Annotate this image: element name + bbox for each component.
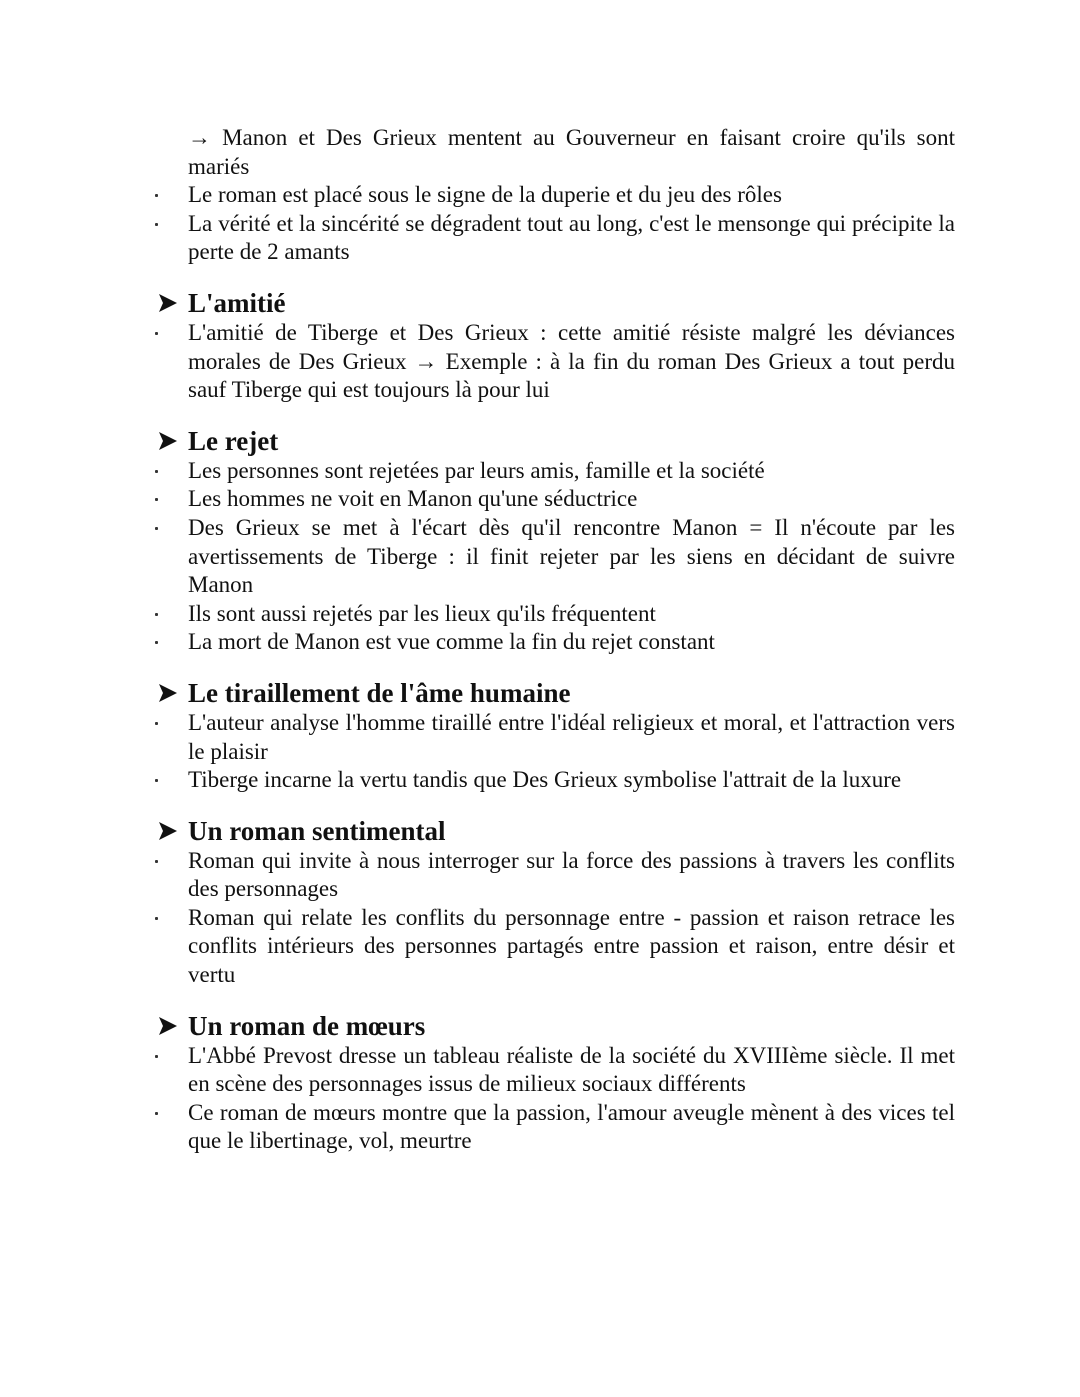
arrow-bullet-icon (152, 292, 188, 314)
section-bullet-list (152, 847, 955, 990)
list-item (152, 1042, 955, 1099)
section-heading-text: Le rejet (188, 425, 279, 456)
section-amitie (152, 287, 955, 405)
section-heading-text: Un roman sentimental (188, 815, 446, 846)
list-item-text: Tiberge incarne la vertu tandis que Des Grieux symbolise l'attrait de la luxure (188, 767, 902, 793)
list-item-text: Les hommes ne voit en Manon qu'une séductrice (188, 486, 638, 512)
list-item (152, 766, 955, 795)
intro-bullet-list (152, 181, 955, 267)
list-item (152, 319, 955, 405)
list-item-text: L'amitié de Tiberge et Des Grieux : cette amitié résiste malgré les déviances morales de Des Grieux → Exemple : à la fin du roman Des Grieux a tout perdu sauf Tiberge qui est toujours là pour lui (188, 319, 955, 403)
bullet-dot-icon (155, 470, 158, 473)
continuation-line: → Manon et Des Grieux mentent au Gouverneur en faisant croire qu'ils sont mariés (188, 125, 955, 179)
bullet-dot-icon (155, 1055, 158, 1058)
list-item (152, 600, 955, 629)
section-heading (152, 425, 955, 457)
list-item (152, 457, 955, 486)
list-item-text: Ce roman de mœurs montre que la passion, l'amour aveugle mènent à des vices tel que le libertinage, vol, meurtre (188, 1099, 955, 1154)
section-heading-text: Un roman de mœurs (188, 1010, 426, 1041)
list-item-text: Roman qui relate les conflits du personnage entre - passion et raison retrace les conflits intérieurs des personnes partagés entre passion et raison, entre désir et vertu (188, 904, 955, 988)
list-item (152, 181, 955, 210)
list-item-text: Ils sont aussi rejetés par les lieux qu'ils fréquentent (188, 600, 656, 626)
list-item-text: Des Grieux se met à l'écart dès qu'il rencontre Manon = Il n'écoute par les avertissements de Tiberge : il finit rejeter par les siens en décidant de suivre Manon (188, 514, 955, 598)
list-item-text: La vérité et la sincérité se dégradent tout au long, c'est le mensonge qui précipite la perte de 2 amants (188, 210, 955, 265)
section-bullet-list (152, 457, 955, 657)
arrow-bullet-icon (152, 820, 188, 842)
bullet-dot-icon (155, 498, 158, 501)
list-item (152, 485, 955, 514)
section-roman-de-moeurs (152, 1010, 955, 1156)
arrow-bullet-icon (152, 1015, 188, 1037)
section-bullet-list (152, 319, 955, 405)
bullet-dot-icon (155, 613, 158, 616)
bullet-dot-icon (155, 332, 158, 335)
bullet-dot-icon (155, 641, 158, 644)
bullet-dot-icon (155, 917, 158, 920)
list-item-text: La mort de Manon est vue comme la fin du rejet constant (188, 629, 715, 655)
section-bullet-list (152, 709, 955, 795)
section-heading-text: Le tiraillement de l'âme humaine (188, 677, 571, 708)
list-item (152, 847, 955, 904)
section-heading (152, 677, 955, 709)
list-item (152, 1099, 955, 1156)
bullet-dot-icon (155, 1112, 158, 1115)
section-heading-text: L'amitié (188, 287, 286, 318)
arrow-bullet-icon (152, 682, 188, 704)
list-item-text: Roman qui invite à nous interroger sur la force des passions à travers les conflits des personnages (188, 847, 955, 902)
section-rejet (152, 425, 955, 657)
bullet-dot-icon (155, 860, 158, 863)
list-item (152, 628, 955, 657)
list-item (152, 709, 955, 766)
arrow-bullet-icon (152, 430, 188, 452)
section-heading (152, 1010, 955, 1042)
list-item (152, 210, 955, 267)
page-content (152, 124, 955, 1156)
list-item-text: Le roman est placé sous le signe de la duperie et du jeu des rôles (188, 182, 782, 208)
section-roman-sentimental (152, 815, 955, 990)
bullet-dot-icon (155, 722, 158, 725)
bullet-dot-icon (155, 194, 158, 197)
bullet-dot-icon (155, 527, 158, 530)
list-item (152, 904, 955, 990)
section-tiraillement (152, 677, 955, 795)
bullet-dot-icon (155, 779, 158, 782)
section-heading (152, 287, 955, 319)
section-heading (152, 815, 955, 847)
list-item-text: Les personnes sont rejetées par leurs amis, famille et la société (188, 457, 765, 483)
bullet-dot-icon (155, 223, 158, 226)
section-bullet-list (152, 1042, 955, 1156)
list-item-text: L'auteur analyse l'homme tiraillé entre l'idéal religieux et moral, et l'attraction vers le plaisir (188, 709, 955, 764)
list-item (152, 514, 955, 600)
list-item-text: L'Abbé Prevost dresse un tableau réaliste de la société du XVIIIème siècle. Il met en scène des personnages issus de milieux sociaux différents (188, 1042, 955, 1097)
